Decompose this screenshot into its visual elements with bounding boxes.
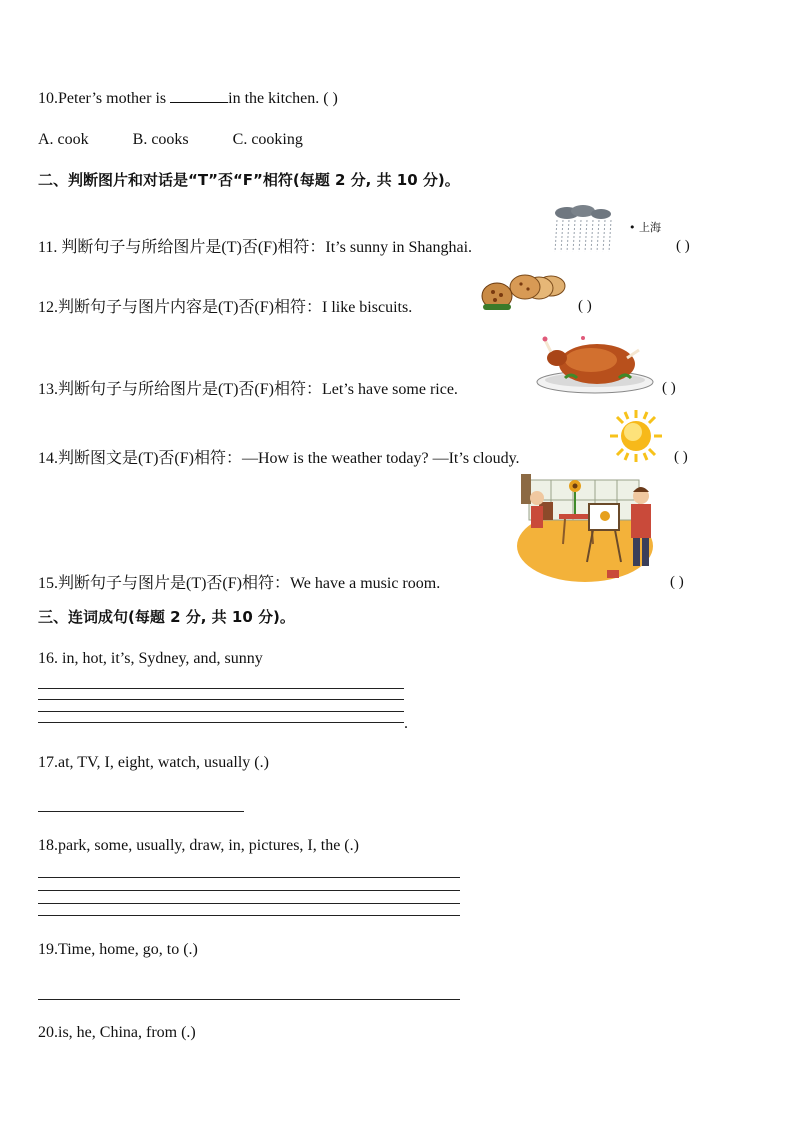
- section-3-title: 三、连词成句(每题 2 分, 共 10 分)。: [38, 608, 295, 626]
- q16-answer-line-1[interactable]: [38, 688, 404, 689]
- sun-icon: [608, 408, 664, 464]
- q10-option-c[interactable]: C. cooking: [232, 131, 303, 148]
- drawing-room-image: [515, 474, 665, 590]
- biscuit-icon: [481, 270, 571, 314]
- q12-answer-paren[interactable]: ( ): [578, 298, 592, 314]
- q10-text-after: in the kitchen. ( ): [228, 90, 338, 107]
- question-12: 12.判断句子与图片内容是(T)否(F)相符：I like biscuits.: [38, 299, 413, 316]
- q18-answer-line-4[interactable]: [38, 915, 460, 916]
- turkey-icon: [535, 328, 655, 396]
- q10-options: [38, 130, 303, 150]
- q10-blank[interactable]: [170, 88, 228, 103]
- painting-kids-icon: [515, 474, 665, 590]
- question-10: [38, 88, 338, 109]
- q18-answer-line-1[interactable]: [38, 877, 460, 878]
- question-16: 16. in, hot, it’s, Sydney, and, sunny: [38, 650, 263, 667]
- biscuits-image: [481, 270, 571, 314]
- q18-answer-line-2[interactable]: [38, 890, 460, 891]
- question-18: 18.park, some, usually, draw, in, pictures, I, the (.): [38, 837, 359, 854]
- question-11: 11. 判断句子与所给图片是(T)否(F)相符：It’s sunny in Shanghai.: [38, 239, 473, 256]
- question-14: 14.判断图文是(T)否(F)相符：—How is the weather today? —It’s cloudy.: [38, 450, 520, 467]
- q16-period: .: [404, 715, 408, 732]
- q19-answer-line[interactable]: [38, 999, 460, 1000]
- question-13: 13.判断句子与所给图片是(T)否(F)相符：Let’s have some rice.: [38, 381, 458, 398]
- q11-answer-paren[interactable]: ( ): [676, 238, 690, 254]
- question-20: 20.is, he, China, from (.): [38, 1024, 196, 1041]
- q16-answer-line-2[interactable]: [38, 699, 404, 700]
- q10-text-before: 10.Peter’s mother is: [38, 90, 171, 107]
- question-15: 15.判断句子与图片是(T)否(F)相符：We have a music room.: [38, 575, 441, 592]
- q17-answer-line[interactable]: [38, 811, 244, 812]
- question-19: 19.Time, home, go, to (.): [38, 941, 198, 958]
- roast-turkey-image: [535, 328, 655, 396]
- q10-option-a[interactable]: A. cook: [38, 131, 89, 148]
- question-17: 17.at, TV, I, eight, watch, usually (.): [38, 754, 269, 771]
- q13-answer-paren[interactable]: ( ): [662, 380, 676, 396]
- section-2-title: 二、判断图片和对话是“T”否“F”相符(每题 2 分, 共 10 分)。: [38, 171, 460, 189]
- map-label-shanghai: • 上海: [629, 221, 661, 234]
- sun-image: [608, 408, 664, 464]
- q14-answer-paren[interactable]: ( ): [674, 449, 688, 465]
- q15-answer-paren[interactable]: ( ): [670, 574, 684, 590]
- q16-answer-line-4[interactable]: [38, 722, 404, 723]
- q18-answer-line-3[interactable]: [38, 903, 460, 904]
- q16-answer-line-3[interactable]: [38, 711, 404, 712]
- q10-option-b[interactable]: B. cooks: [132, 131, 189, 148]
- rain-shanghai-image: [553, 204, 673, 254]
